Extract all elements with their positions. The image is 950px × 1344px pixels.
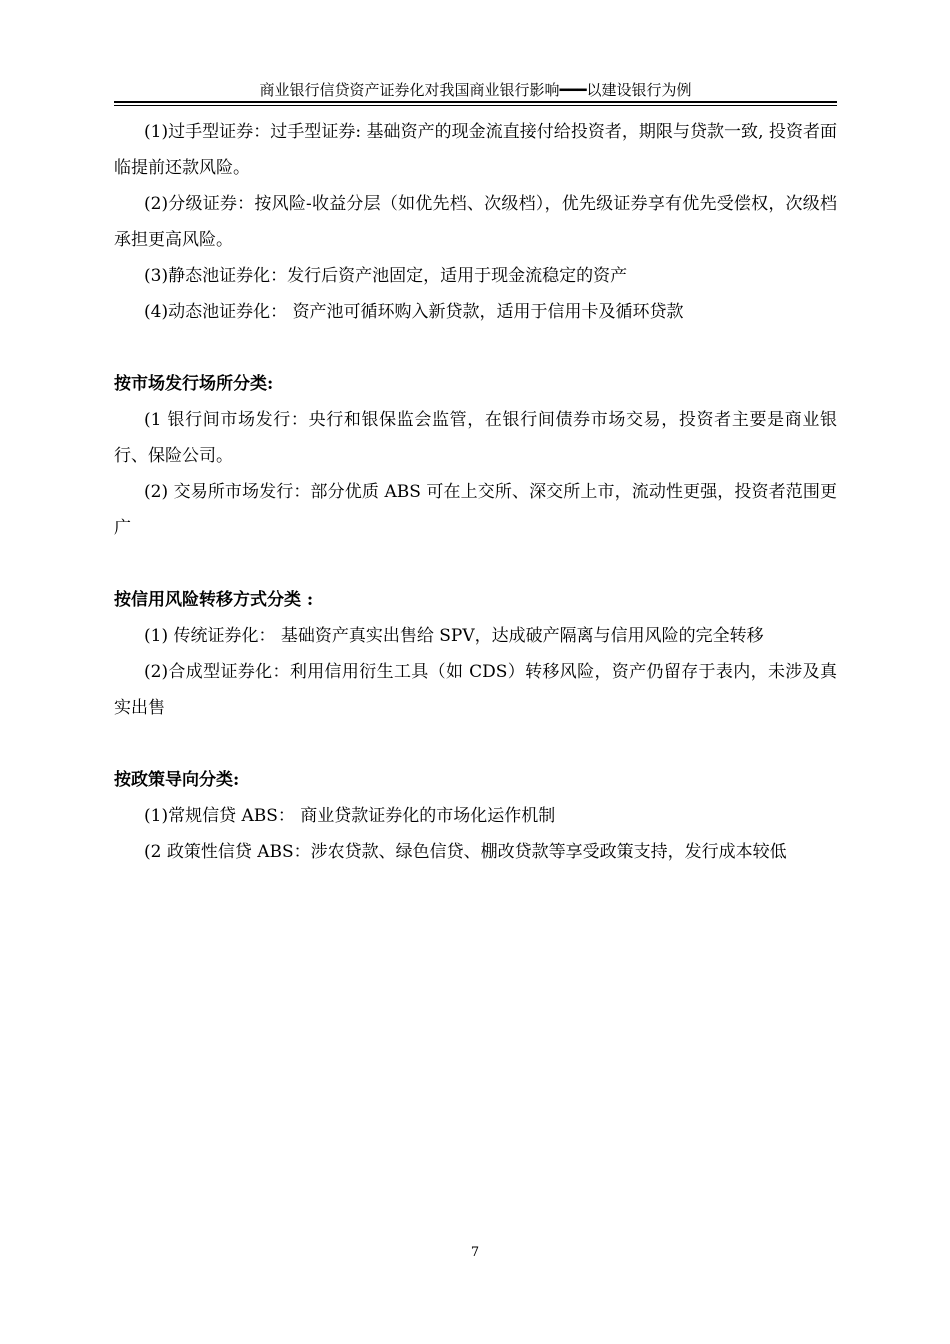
header-rule-thin bbox=[114, 105, 837, 106]
document-body bbox=[114, 114, 837, 870]
section-market-venue bbox=[114, 366, 837, 546]
paragraph: (3)静态池证券化：发行后资产池固定，适用于现金流稳定的资产 bbox=[144, 266, 628, 286]
running-header: 商业银行信贷资产证券化对我国商业银行影响━━━以建设银行为例 bbox=[259, 81, 692, 99]
paragraph: (1)过手型证券：过手型证券: 基础资产的现金流直接付给投资者，期限与贷款一致, 投资者面临提前还款风险。 bbox=[114, 122, 837, 178]
section-policy-orientation bbox=[114, 762, 837, 870]
paragraph: (2) 交易所市场发行：部分优质 ABS 可在上交所、深交所上市，流动性更强，投资者范围更广 bbox=[114, 482, 837, 538]
section-heading: 按市场发行场所分类: bbox=[114, 374, 274, 394]
section-credit-risk-transfer bbox=[114, 582, 837, 726]
section-heading: 按政策导向分类: bbox=[114, 770, 240, 790]
page-number: 7 bbox=[470, 1245, 480, 1260]
paragraph: (1)常规信贷 ABS： 商业贷款证券化的市场化运作机制 bbox=[144, 806, 556, 826]
paragraph: (2)分级证券：按风险-收益分层（如优先档、次级档），优先级证券享有优先受偿权，次级档承担更高风险。 bbox=[114, 194, 837, 250]
paragraph: (1 银行间市场发行：央行和银保监会监管，在银行间债券市场交易，投资者主要是商业银行、保险公司。 bbox=[114, 410, 837, 466]
paragraph: (2)合成型证券化：利用信用衍生工具（如 CDS）转移风险，资产仍留存于表内，未涉及真实出售 bbox=[114, 662, 837, 718]
section-heading: 按信用风险转移方式分类 : bbox=[114, 590, 314, 610]
paragraph: (1) 传统证券化： 基础资产真实出售给 SPV，达成破产隔离与信用风险的完全转移 bbox=[144, 626, 764, 646]
paragraph: (4)动态池证券化： 资产池可循环购入新贷款，适用于信用卡及循环贷款 bbox=[144, 302, 684, 322]
section-security-types bbox=[114, 114, 837, 330]
header-rule bbox=[114, 101, 837, 103]
paragraph: (2 政策性信贷 ABS：涉农贷款、绿色信贷、棚改贷款等享受政策支持，发行成本较低 bbox=[144, 842, 787, 862]
